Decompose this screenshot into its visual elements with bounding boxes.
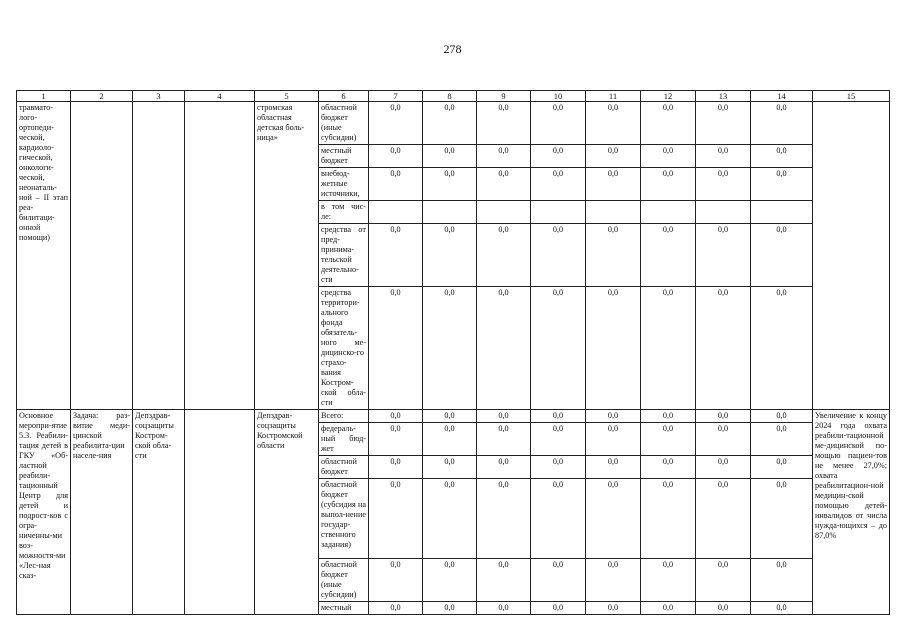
value-cell: 0,0 — [477, 423, 531, 456]
value-cell: 0,0 — [477, 410, 531, 423]
funding-source-cell: Всего: — [319, 410, 369, 423]
funding-source-cell: средства территори-ального фонда обязатель-ного ме-дицинско-го страхо-вания Костром-ской обла-сти — [319, 287, 369, 410]
responsible-executor-cell — [133, 102, 185, 410]
value-cell: 0,0 — [423, 559, 477, 602]
value-cell — [423, 201, 477, 224]
column-number: 8 — [423, 91, 477, 102]
value-cell: 0,0 — [696, 102, 751, 145]
value-cell: 0,0 — [477, 559, 531, 602]
value-cell: 0,0 — [423, 423, 477, 456]
value-cell — [641, 201, 696, 224]
value-cell: 0,0 — [423, 287, 477, 410]
value-cell: 0,0 — [696, 145, 751, 168]
value-cell: 0,0 — [531, 224, 586, 287]
value-cell: 0,0 — [369, 287, 423, 410]
column-number: 1 — [17, 91, 71, 102]
value-cell: 0,0 — [531, 602, 586, 615]
value-cell: 0,0 — [369, 559, 423, 602]
indicator-cell — [813, 102, 890, 410]
value-cell: 0,0 — [751, 479, 813, 559]
value-cell: 0,0 — [696, 423, 751, 456]
value-cell: 0,0 — [531, 479, 586, 559]
value-cell: 0,0 — [477, 102, 531, 145]
funding-source-cell: средства от пред-принима-тельской деятельно-сти — [319, 224, 369, 287]
funding-source-cell: местный бюджет — [319, 145, 369, 168]
task-cell — [71, 102, 133, 410]
value-cell: 0,0 — [586, 479, 641, 559]
column-number-row — [17, 91, 890, 102]
value-cell: 0,0 — [751, 423, 813, 456]
column-number: 14 — [751, 91, 813, 102]
co-executor-cell — [185, 410, 255, 615]
value-cell: 0,0 — [586, 145, 641, 168]
value-cell: 0,0 — [641, 168, 696, 201]
value-cell: 0,0 — [423, 479, 477, 559]
task-cell: Задача: раз-витие меди-цинской реабилита-ции населе-ния — [71, 410, 133, 615]
value-cell: 0,0 — [531, 168, 586, 201]
value-cell: 0,0 — [369, 456, 423, 479]
value-cell: 0,0 — [477, 224, 531, 287]
value-cell: 0,0 — [531, 410, 586, 423]
column-number: 5 — [255, 91, 319, 102]
value-cell: 0,0 — [751, 602, 813, 615]
value-cell — [477, 201, 531, 224]
value-cell: 0,0 — [477, 479, 531, 559]
value-cell: 0,0 — [696, 456, 751, 479]
funding-source-cell: в том чис-ле: — [319, 201, 369, 224]
value-cell: 0,0 — [696, 168, 751, 201]
value-cell: 0,0 — [586, 456, 641, 479]
value-cell — [751, 201, 813, 224]
value-cell: 0,0 — [531, 423, 586, 456]
value-cell: 0,0 — [369, 168, 423, 201]
value-cell: 0,0 — [696, 287, 751, 410]
value-cell: 0,0 — [641, 456, 696, 479]
value-cell: 0,0 — [641, 423, 696, 456]
value-cell: 0,0 — [423, 410, 477, 423]
column-number: 4 — [185, 91, 255, 102]
funding-source-cell: федераль-ный бюд-жет — [319, 423, 369, 456]
page-number: 278 — [443, 42, 462, 56]
column-number: 12 — [641, 91, 696, 102]
value-cell: 0,0 — [641, 559, 696, 602]
value-cell — [586, 201, 641, 224]
value-cell: 0,0 — [586, 602, 641, 615]
value-cell: 0,0 — [531, 559, 586, 602]
value-cell: 0,0 — [477, 168, 531, 201]
value-cell: 0,0 — [423, 102, 477, 145]
value-cell: 0,0 — [531, 456, 586, 479]
funding-source-cell: областной бюджет (иные субсидии) — [319, 559, 369, 602]
value-cell: 0,0 — [477, 287, 531, 410]
value-cell: 0,0 — [477, 145, 531, 168]
value-cell: 0,0 — [531, 102, 586, 145]
value-cell: 0,0 — [477, 602, 531, 615]
funding-source-cell: внебюд-жетные источники, — [319, 168, 369, 201]
value-cell: 0,0 — [586, 559, 641, 602]
value-cell: 0,0 — [641, 145, 696, 168]
value-cell: 0,0 — [586, 168, 641, 201]
column-number: 3 — [133, 91, 185, 102]
table-row — [17, 102, 890, 145]
value-cell: 0,0 — [641, 479, 696, 559]
value-cell: 0,0 — [369, 479, 423, 559]
value-cell: 0,0 — [696, 602, 751, 615]
value-cell: 0,0 — [423, 168, 477, 201]
value-cell: 0,0 — [751, 410, 813, 423]
value-cell: 0,0 — [696, 479, 751, 559]
value-cell: 0,0 — [641, 287, 696, 410]
column-number: 9 — [477, 91, 531, 102]
value-cell: 0,0 — [531, 287, 586, 410]
value-cell — [531, 201, 586, 224]
value-cell: 0,0 — [586, 423, 641, 456]
value-cell: 0,0 — [751, 168, 813, 201]
value-cell: 0,0 — [369, 602, 423, 615]
value-cell: 0,0 — [641, 602, 696, 615]
value-cell: 0,0 — [751, 456, 813, 479]
co-executor-cell — [185, 102, 255, 410]
value-cell: 0,0 — [423, 224, 477, 287]
table-row — [17, 410, 890, 423]
value-cell — [696, 201, 751, 224]
value-cell: 0,0 — [369, 410, 423, 423]
value-cell: 0,0 — [751, 287, 813, 410]
budget-table — [16, 90, 890, 615]
column-number: 10 — [531, 91, 586, 102]
column-number: 7 — [369, 91, 423, 102]
column-number: 6 — [319, 91, 369, 102]
value-cell: 0,0 — [369, 102, 423, 145]
participant-cell: Депздрав-соцзащиты Костромской области — [255, 410, 319, 615]
funding-source-cell: областной бюджет — [319, 456, 369, 479]
value-cell: 0,0 — [696, 559, 751, 602]
column-number: 13 — [696, 91, 751, 102]
value-cell: 0,0 — [641, 224, 696, 287]
value-cell: 0,0 — [586, 224, 641, 287]
value-cell: 0,0 — [369, 224, 423, 287]
value-cell: 0,0 — [586, 410, 641, 423]
value-cell: 0,0 — [751, 559, 813, 602]
value-cell: 0,0 — [696, 224, 751, 287]
value-cell: 0,0 — [369, 423, 423, 456]
value-cell: 0,0 — [423, 602, 477, 615]
funding-source-cell: областной бюджет (субсидия на выпол-нение государ-ственного задания) — [319, 479, 369, 559]
value-cell: 0,0 — [751, 224, 813, 287]
value-cell: 0,0 — [586, 287, 641, 410]
value-cell: 0,0 — [369, 145, 423, 168]
column-number: 11 — [586, 91, 641, 102]
value-cell: 0,0 — [641, 102, 696, 145]
value-cell: 0,0 — [641, 410, 696, 423]
responsible-executor-cell: Депздрав-соцзащиты Костром-ской обла-сти — [133, 410, 185, 615]
funding-source-cell: местный — [319, 602, 369, 615]
value-cell: 0,0 — [423, 145, 477, 168]
activity-name-cell: травмато-лого-ортопеди-ческой, кардиоло-гической, онкологи-ческой, неонаталь-ной – II этап реа-билитаци-онной помощи) — [17, 102, 71, 410]
value-cell — [369, 201, 423, 224]
column-number: 2 — [71, 91, 133, 102]
funding-source-cell: областной бюджет (иные субсидии) — [319, 102, 369, 145]
indicator-cell: Увеличение к концу 2024 года охвата реабили-тационной ме-дицинской по-мощью пациен-тов не менее 27,0%; охвата реабилитацион-ной медицин-ской помощью детей-инвалидов от числа нужда-ющихся – до 87,0% — [813, 410, 890, 615]
column-number: 15 — [813, 91, 890, 102]
value-cell: 0,0 — [586, 102, 641, 145]
value-cell: 0,0 — [423, 456, 477, 479]
participant-cell: стромская областная детская боль-ница» — [255, 102, 319, 410]
value-cell: 0,0 — [696, 410, 751, 423]
value-cell: 0,0 — [531, 145, 586, 168]
value-cell: 0,0 — [477, 456, 531, 479]
value-cell: 0,0 — [751, 145, 813, 168]
value-cell: 0,0 — [751, 102, 813, 145]
activity-name-cell: Основное меропри-ятие 5.3. Реабили-тация детей в ГКУ «Об-ластной реабили-тационный Центр для детей и подрост-ков с огра-ниченны-ми воз-можностя-ми «Лес-ная сказ- — [17, 410, 71, 615]
